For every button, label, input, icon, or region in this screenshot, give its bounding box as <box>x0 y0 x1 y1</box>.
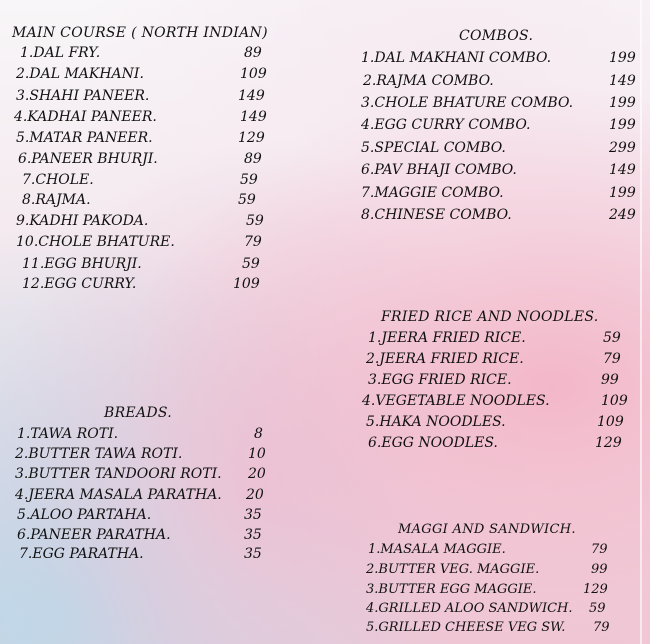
menu-item-name: 4.EGG CURRY COMBO. <box>361 117 531 133</box>
menu-item-name: 2.BUTTER TAWA ROTI. <box>15 446 183 462</box>
menu-item-price: 149 <box>240 109 267 125</box>
main-course-title: MAIN COURSE ( NORTH INDIAN) <box>12 25 268 41</box>
maggi-title: MAGGI AND SANDWICH. <box>398 522 576 537</box>
menu-item-price: 199 <box>609 50 636 66</box>
menu-item-name: 11.EGG BHURJI. <box>22 256 142 272</box>
menu-item-price: 79 <box>603 351 621 367</box>
menu-item-price: 109 <box>601 393 628 409</box>
menu-item-name: 2.RAJMA COMBO. <box>363 73 494 89</box>
menu-item-price: 199 <box>609 95 636 111</box>
menu-item-name: 3.SHAHI PANEER. <box>16 88 150 104</box>
menu-item-price: 20 <box>246 487 264 503</box>
menu-item-name: 1.TAWA ROTI. <box>17 426 119 442</box>
menu-item-name: 1.DAL MAKHANI COMBO. <box>361 50 552 66</box>
menu-item-name: 7.EGG PARATHA. <box>19 546 144 562</box>
menu-item-price: 99 <box>591 562 608 577</box>
menu-item-name: 7.CHOLE. <box>22 172 94 188</box>
menu-item-name: 4.VEGETABLE NOODLES. <box>362 393 550 409</box>
menu-item-price: 149 <box>609 73 636 89</box>
menu-item-price: 299 <box>609 140 636 156</box>
menu-item-name: 5.MATAR PANEER. <box>16 130 153 146</box>
menu-item-price: 79 <box>593 620 610 635</box>
menu-item-name: 4.JEERA MASALA PARATHA. <box>15 487 222 503</box>
menu-item-name: 1.DAL FRY. <box>20 45 101 61</box>
menu-item-name: 12.EGG CURRY. <box>22 276 137 292</box>
menu-item-price: 109 <box>240 66 267 82</box>
menu-item-price: 149 <box>238 88 265 104</box>
menu-item-price: 199 <box>609 117 636 133</box>
menu-item-price: 59 <box>242 256 260 272</box>
menu-item-price: 79 <box>591 542 608 557</box>
menu-item-name: 3.BUTTER TANDOORI ROTI. <box>15 466 222 482</box>
menu-item-price: 99 <box>601 372 619 388</box>
menu-item-name: 1.JEERA FRIED RICE. <box>368 330 526 346</box>
menu-item-price: 89 <box>244 45 262 61</box>
combos-title: COMBOS. <box>459 28 534 44</box>
menu-item-name: 9.KADHI PAKODA. <box>16 213 149 229</box>
menu-item-price: 35 <box>244 546 262 562</box>
page-edge-divider <box>640 0 642 644</box>
menu-item-name: 4.GRILLED ALOO SANDWICH. <box>366 601 573 616</box>
menu-item-price: 129 <box>238 130 265 146</box>
menu-item-price: 89 <box>244 151 262 167</box>
menu-item-price: 79 <box>244 234 262 250</box>
menu-item-price: 129 <box>583 582 608 597</box>
menu-item-name: 7.MAGGIE COMBO. <box>361 185 504 201</box>
menu-item-price: 20 <box>248 466 266 482</box>
menu-item-price: 59 <box>240 172 258 188</box>
menu-item-price: 59 <box>246 213 264 229</box>
menu-item-name: 2.BUTTER VEG. MAGGIE. <box>366 562 540 577</box>
menu-item-price: 35 <box>244 527 262 543</box>
menu-item-name: 2.JEERA FRIED RICE. <box>366 351 524 367</box>
menu-item-price: 59 <box>238 192 256 208</box>
fried-rice-title: FRIED RICE AND NOODLES. <box>381 309 599 325</box>
menu-item-name: 3.EGG FRIED RICE. <box>368 372 512 388</box>
menu-item-name: 6.EGG NOODLES. <box>368 435 498 451</box>
menu-item-name: 6.PANEER BHURJI. <box>18 151 158 167</box>
menu-item-name: 1.MASALA MAGGIE. <box>368 542 506 557</box>
menu-item-name: 5.HAKA NOODLES. <box>366 414 506 430</box>
menu-item-name: 3.BUTTER EGG MAGGIE. <box>366 582 537 597</box>
menu-item-price: 35 <box>244 507 262 523</box>
menu-item-price: 129 <box>595 435 622 451</box>
menu-item-name: 2.DAL MAKHANI. <box>16 66 144 82</box>
menu-item-name: 6.PANEER PARATHA. <box>17 527 171 543</box>
menu-item-price: 59 <box>589 601 606 616</box>
menu-item-name: 8.RAJMA. <box>22 192 91 208</box>
menu-item-price: 149 <box>609 162 636 178</box>
menu-item-name: 8.CHINESE COMBO. <box>361 207 512 223</box>
menu-item-name: 5.SPECIAL COMBO. <box>361 140 506 156</box>
breads-title: BREADS. <box>104 405 173 421</box>
menu-item-price: 59 <box>603 330 621 346</box>
menu-item-price: 109 <box>233 276 260 292</box>
menu-item-name: 3.CHOLE BHATURE COMBO. <box>361 95 574 111</box>
menu-item-name: 6.PAV BHAJI COMBO. <box>361 162 517 178</box>
menu-item-price: 109 <box>597 414 624 430</box>
menu-item-price: 199 <box>609 185 636 201</box>
menu-item-price: 249 <box>609 207 636 223</box>
menu-item-name: 5.GRILLED CHEESE VEG SW. <box>366 620 566 635</box>
menu-item-name: 5.ALOO PARTAHA. <box>17 507 152 523</box>
menu-item-name: 10.CHOLE BHATURE. <box>16 234 175 250</box>
menu-item-name: 4.KADHAI PANEER. <box>14 109 157 125</box>
menu-item-price: 8 <box>254 426 263 442</box>
menu-item-price: 10 <box>248 446 266 462</box>
